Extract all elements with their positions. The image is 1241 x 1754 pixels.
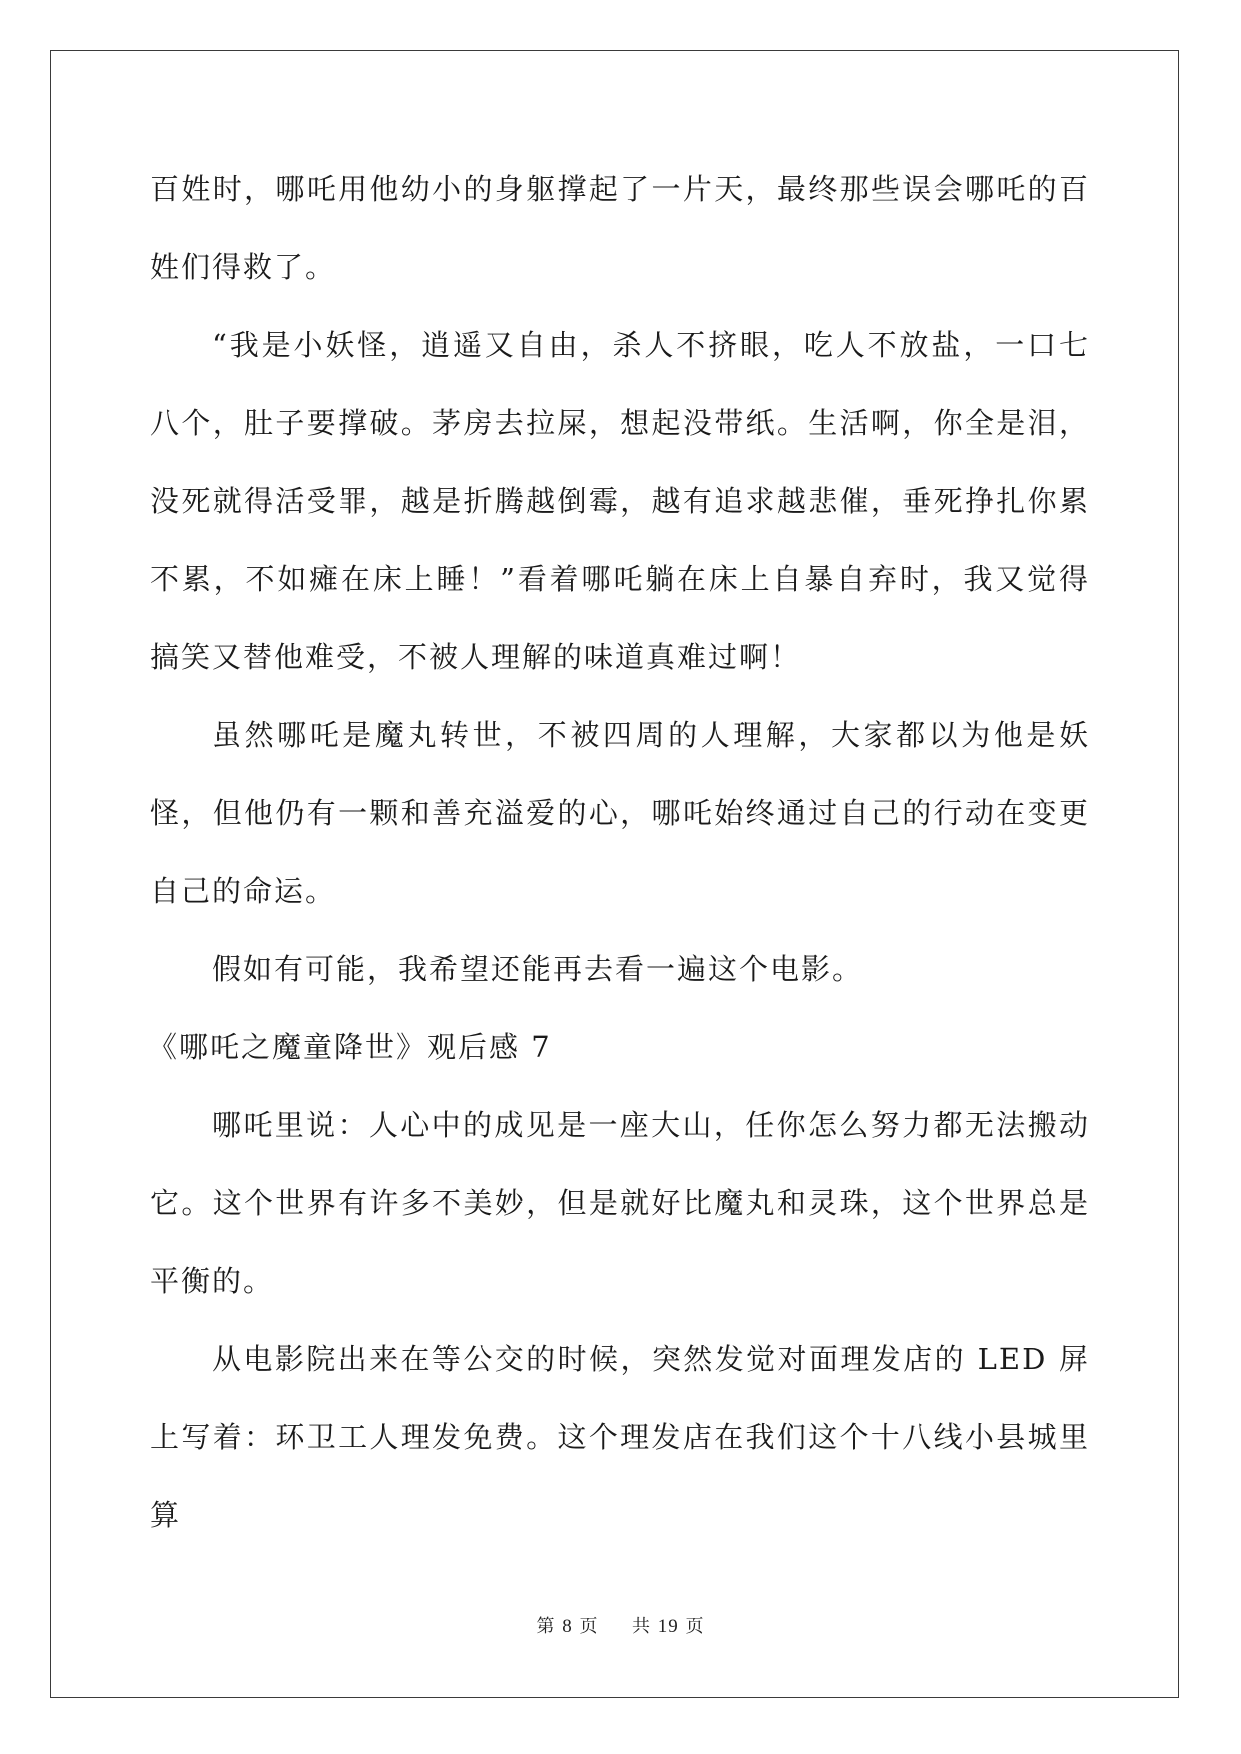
paragraph-2: “我是小妖怪，逍遥又自由，杀人不挤眼，吃人不放盐，一口七八个，肚子要撑破。茅房去拉屎，想起没带纸。生活啊，你全是泪，没死就得活受罪，越是折腾越倒霉，越有追求越悲催，垂死挣扎你累不累，不如瘫在床上睡！”看着哪吒躺在床上自暴自弃时，我又觉得搞笑又替他难受，不被人理解的味道真难过啊！ xyxy=(150,328,1090,674)
paragraph-4: 假如有可能，我希望还能再去看一遍这个电影。 xyxy=(212,952,864,986)
paragraph-6: 从电影院出来在等公交的时候，突然发觉对面理发店的 LED 屏上写着：环卫工人理发免费。这个理发店在我们这个十八线小县城里算 xyxy=(150,1342,1090,1532)
footer-total-prefix: 共 xyxy=(631,1616,651,1637)
footer-page-number: 8 xyxy=(562,1616,573,1637)
section-heading: 《哪吒之魔童降世》观后感 7 xyxy=(148,1030,552,1064)
footer-page-suffix: 页 xyxy=(579,1616,599,1637)
footer-total-suffix: 页 xyxy=(685,1616,705,1637)
document-body xyxy=(150,150,1090,1554)
paragraph-5: 哪吒里说：人心中的成见是一座大山，任你怎么努力都无法搬动它。这个世界有许多不美妙，但是就好比魔丸和灵珠，这个世界总是平衡的。 xyxy=(150,1108,1090,1298)
footer-prefix: 第 xyxy=(536,1616,556,1637)
page-footer xyxy=(0,1612,1241,1638)
paragraph-3: 虽然哪吒是魔丸转世，不被四周的人理解，大家都以为他是妖怪，但他仍有一颗和善充溢爱的心，哪吒始终通过自己的行动在变更自己的命运。 xyxy=(150,718,1090,908)
footer-total-pages: 19 xyxy=(657,1616,679,1637)
paragraph-1: 百姓时，哪吒用他幼小的身躯撑起了一片天，最终那些误会哪吒的百姓们得救了。 xyxy=(150,172,1090,284)
